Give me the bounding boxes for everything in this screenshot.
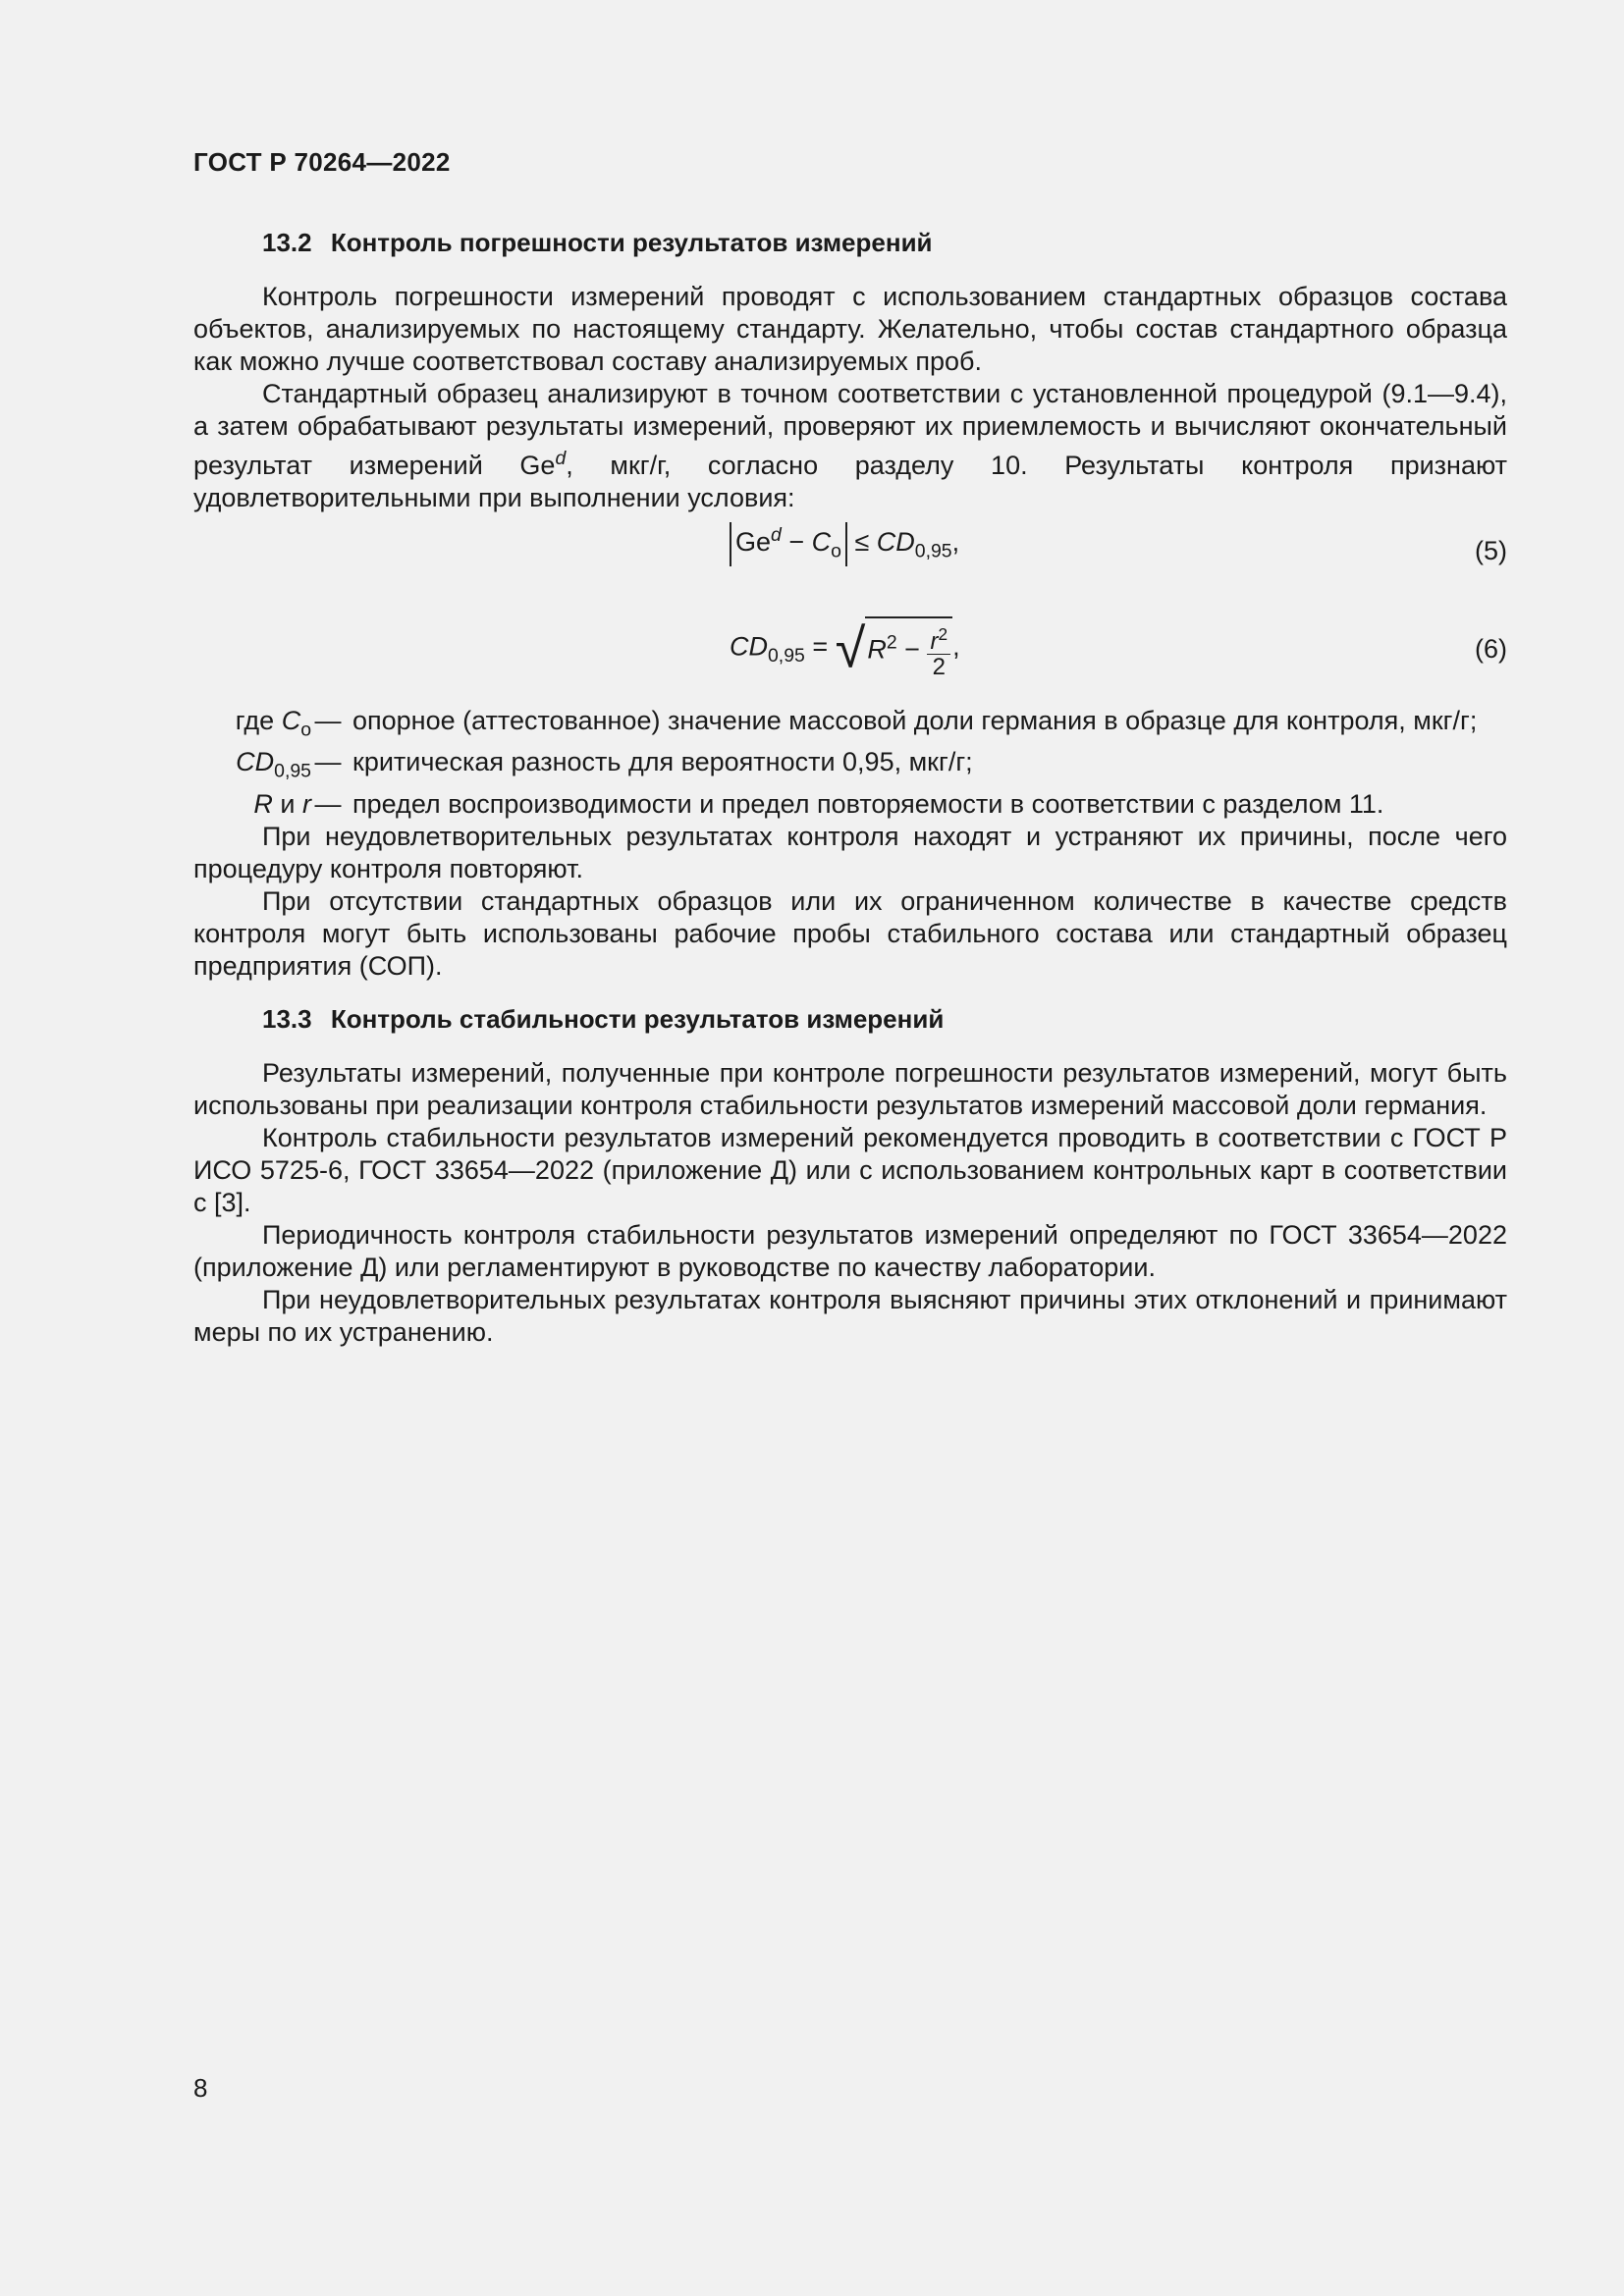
- definition-term: R и r: [253, 788, 311, 819]
- section-title: Контроль погрешности результатов измерений: [330, 228, 933, 257]
- formula-6-expression: $CD_{0,95} = √R^2$ − $\frac{r^2}{2}$ ,: [730, 616, 960, 680]
- page-number: 8: [193, 2073, 208, 2103]
- definition-text: критическая разность для вероятности 0,95, мкг/г;: [352, 747, 973, 777]
- paragraph: Результаты измерений, полученные при контроле погрешности результатов измерений, могут быть использованы при реализации контроля стабильности результатов измерений массовой доли германия.: [193, 1057, 1507, 1120]
- definitions-list: [193, 705, 1507, 821]
- paragraph: При неудовлетворительных результатах контроля находят и устраняют их причины, после чего процедуру контроля повторяют.: [193, 821, 1507, 883]
- section-title: Контроль стабильности результатов измерений: [330, 1003, 945, 1034]
- definition-term: $CD_{0,95}$: [236, 747, 311, 782]
- paragraph: Контроль стабильности результатов измерений рекомендуется проводить в соответствии с ГОСТ Р ИСО 5725-6, ГОСТ 33654—2022 (приложение Д) или с использованием контрольных карт в соответствии с [3].: [193, 1122, 1507, 1217]
- section-13-3-heading: [193, 1002, 1507, 1036]
- definition-text: предел воспроизводимости и предел повторяемости в соответствии с разделом 11.: [352, 788, 1384, 819]
- formula-5: [193, 522, 1507, 611]
- section-13-2-heading: [193, 226, 1507, 259]
- definition-item: $CD_{0,95}$ — критическая разность для вероятности 0,95, мкг/г;: [193, 746, 1507, 787]
- paragraph: При отсутствии стандартных образцов или их ограниченном количестве в качестве средств контроля могут быть использованы рабочие пробы стабильного состава или стандартный образец предприятия (СОП).: [193, 885, 1507, 981]
- paragraph: Периодичность контроля стабильности результатов измерений определяют по ГОСТ 33654—2022 (приложение Д) или регламентируют в руководстве по качеству лаборатории.: [193, 1219, 1507, 1282]
- definition-item: где $C_о$ — опорное (аттестованное) значение массовой доли германия в образце для контроля, мкг/г;: [193, 705, 1507, 746]
- paragraph: При неудовлетворительных результатах контроля выясняют причины этих отклонений и принимают меры по их устранению.: [193, 1284, 1507, 1347]
- page-content: [193, 226, 1507, 1349]
- section-number: 13.2: [262, 228, 312, 257]
- document-id-header: ГОСТ Р 70264—2022: [193, 147, 451, 177]
- formula-number: (5): [1475, 536, 1507, 565]
- definition-item: R и r — предел воспроизводимости и предел повторяемости в соответствии с разделом 11.: [193, 788, 1507, 821]
- definition-text: опорное (аттестованное) значение массовой доли германия в образце для контроля, мкг/г;: [352, 706, 1478, 735]
- paragraph-with-symbol: Стандартный образец анализируют в точном соответствии с установленной процедурой (9.1—9.4), а затем обрабатывают результаты измерений, проверяют их приемлемость и вычисляют окончательный результат измерений Ge$^d$, мкг/г, согласно разделу 10. Результаты контроля признают удовлетворительными при выполнении условия:: [193, 379, 1507, 512]
- paragraph: Контроль погрешности измерений проводят с использованием стандартных образцов состава объектов, анализируемых по настоящему стандарту. Желательно, чтобы состав стандартного образца как можно лучше соответствовал составу анализируемых проб.: [193, 282, 1507, 376]
- formula-number: (6): [1475, 634, 1507, 664]
- definition-term: где $C_о$: [235, 706, 311, 741]
- section-number: 13.3: [262, 1003, 312, 1034]
- formula-6: [193, 611, 1507, 699]
- formula-5-expression: $Ge^d - C_о \le CD_{0,95}$,: [730, 522, 959, 566]
